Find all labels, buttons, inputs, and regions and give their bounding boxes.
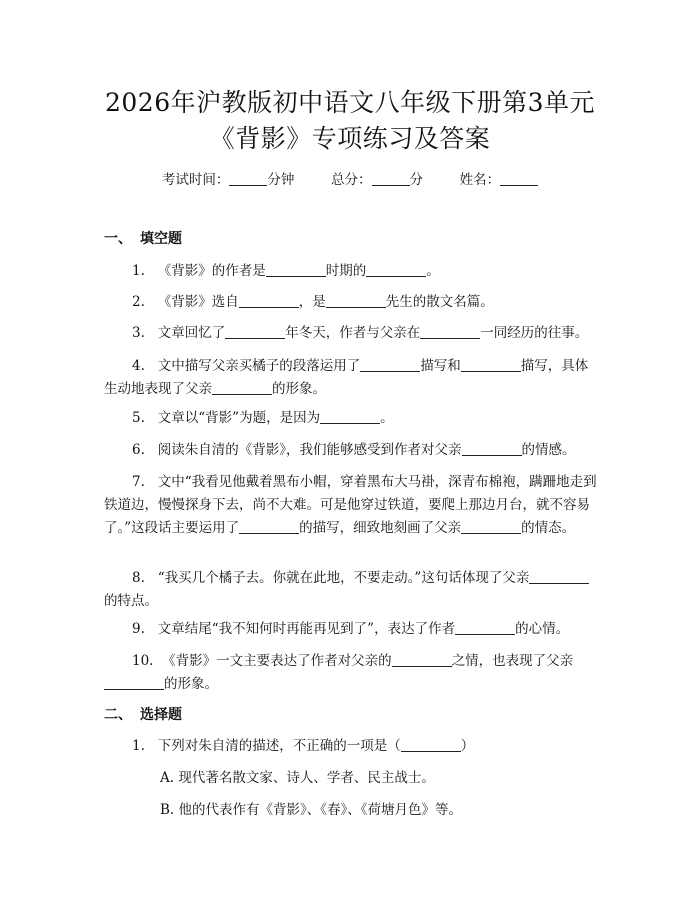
question-text: 的特点。 [104, 593, 158, 609]
question-text: 阅读朱自清的《背影》，我们能够感受到作者对父亲 [157, 442, 462, 458]
question-text: “我买几个橘子去。你就在此地，不要走动。”这句话体现了父亲 [157, 570, 530, 586]
answer-blank[interactable] [266, 262, 326, 277]
section-heading-fill [104, 232, 182, 246]
question-text: 的情态。 [521, 520, 576, 536]
fill-question-2 [104, 291, 600, 314]
answer-blank[interactable] [326, 293, 386, 308]
score-label: 总分： [331, 172, 372, 188]
section-heading-choice [104, 708, 182, 722]
question-text: 描写，具体生动地表现了父亲 [104, 358, 589, 397]
question-text: 《背影》选自 [157, 294, 239, 310]
exam-info [0, 171, 700, 188]
answer-blank[interactable] [461, 519, 521, 534]
question-text: 先生的散文名篇。 [385, 294, 494, 310]
question-text: 的形象。 [272, 381, 326, 397]
question-text: 文中“我看见他戴着黑布小帽，穿着黑布大马褂，深青布棉袍，蹒跚地走到铁道边，慢慢探身下去，尚不大难。可是他穿过铁道，要爬上那边月台，就不容易了。”这段话主要运用了 [104, 474, 597, 536]
question-text: 描写和 [420, 358, 461, 374]
question-text: 的形象。 [164, 676, 218, 692]
question-number: 3. [132, 325, 145, 341]
answer-blank[interactable] [212, 380, 272, 395]
question-number: 6. [132, 442, 145, 458]
time-unit: 分钟 [267, 172, 295, 188]
fill-question-4 [104, 355, 600, 401]
question-text: 时期的 [325, 263, 367, 279]
name-blank[interactable] [500, 171, 538, 186]
answer-blank[interactable] [401, 737, 461, 752]
question-text: ，是 [298, 294, 326, 310]
section-number: 一、 [104, 231, 132, 247]
question-number: 2. [132, 294, 145, 310]
question-text: 年冬天，作者与父亲在 [285, 325, 421, 341]
answer-blank[interactable] [239, 519, 299, 534]
fill-question-6 [104, 439, 600, 462]
title-line-2: 《背影》专项练习及答案 [209, 124, 491, 153]
question-number: 5. [132, 410, 145, 426]
answer-blank[interactable] [366, 262, 426, 277]
question-number: 1. [132, 738, 145, 754]
name-label: 姓名： [459, 172, 501, 188]
answer-blank[interactable] [225, 324, 285, 339]
fill-question-8 [104, 567, 600, 613]
answer-blank[interactable] [239, 293, 299, 308]
question-number: 9. [132, 621, 145, 637]
question-text: 文章回忆了 [157, 325, 226, 341]
answer-blank[interactable] [420, 324, 480, 339]
fill-question-9 [104, 618, 600, 641]
answer-blank[interactable] [360, 357, 420, 372]
question-text: 。 [426, 263, 440, 279]
choice-option-a[interactable]: A. 现代著名散文家、诗人、学者、民主战士。 [160, 770, 435, 786]
score-blank[interactable] [372, 171, 410, 186]
fill-question-7 [104, 471, 600, 540]
question-text: 下列对朱自清的描述，不正确的一项是（ [157, 738, 401, 754]
question-number: 7. [132, 474, 145, 490]
section-label: 填空题 [140, 231, 182, 247]
answer-blank[interactable] [529, 569, 589, 584]
question-number: 4. [132, 358, 145, 374]
score-unit: 分 [409, 172, 423, 188]
fill-question-1 [104, 260, 600, 283]
question-text: 文中描写父亲买橘子的段落运用了 [157, 358, 361, 374]
answer-blank[interactable] [462, 441, 522, 456]
question-text: 的描写，细致地刻画了父亲 [299, 520, 462, 536]
question-text: 文章以“背影”为题，是因为 [157, 410, 321, 426]
question-text: 。 [380, 410, 394, 426]
time-blank[interactable] [229, 171, 267, 186]
question-text: 《背影》的作者是 [157, 263, 266, 279]
question-text: ） [460, 738, 475, 754]
answer-blank[interactable] [104, 675, 164, 690]
fill-question-3 [104, 322, 600, 345]
question-text: 文章结尾“我不知何时再能再见到了”，表达了作者 [157, 621, 456, 637]
fill-question-10 [104, 650, 600, 696]
question-text: 的情感。 [521, 442, 576, 458]
question-number: 10. [132, 653, 154, 669]
question-number: 8. [132, 570, 145, 586]
question-text: 《背影》一文主要表达了作者对父亲的 [162, 653, 392, 669]
answer-blank[interactable] [455, 620, 515, 635]
answer-blank[interactable] [461, 357, 521, 372]
answer-blank[interactable] [392, 652, 452, 667]
question-text: 之情，也表现了父亲 [451, 653, 574, 669]
fill-question-5 [104, 407, 600, 430]
section-label: 选择题 [140, 707, 182, 723]
time-label: 考试时间： [161, 172, 230, 188]
choice-question-1 [104, 735, 600, 758]
section-number: 二、 [104, 707, 132, 723]
question-text: 的心情。 [515, 621, 570, 637]
choice-option-b[interactable]: B. 他的代表作有《背影》、《春》、《荷塘月色》等。 [160, 802, 463, 818]
answer-blank[interactable] [320, 409, 380, 424]
title-line-1: 2026年沪教版初中语文八年级下册第3单元 [104, 88, 596, 117]
question-number: 1. [132, 263, 145, 279]
question-text: 一同经历的往事。 [480, 325, 589, 341]
